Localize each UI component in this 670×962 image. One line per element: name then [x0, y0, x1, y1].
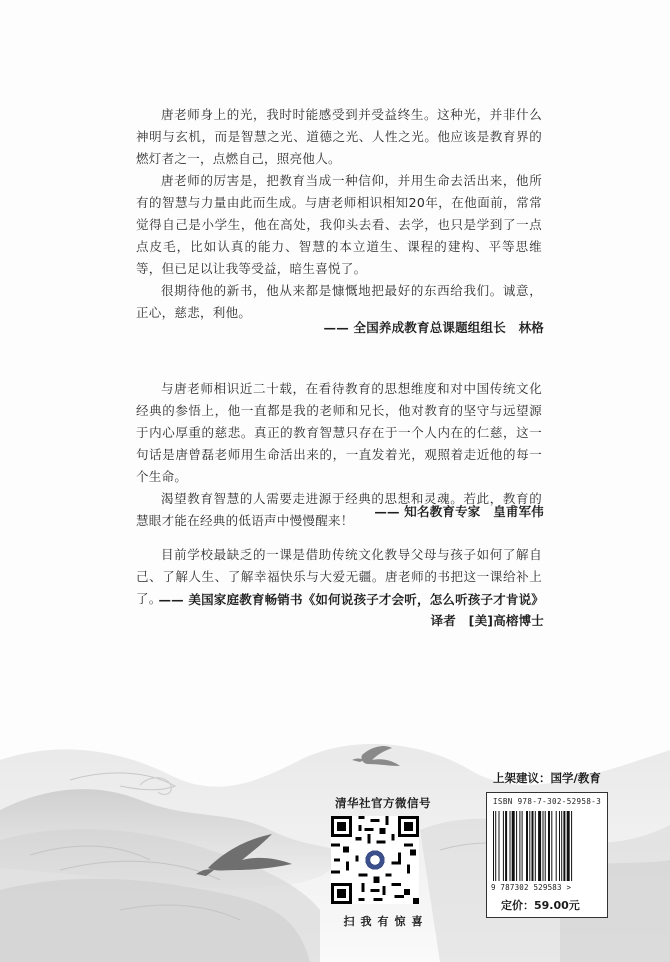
isbn-barcode [493, 811, 601, 881]
review-block-1 [136, 104, 542, 324]
review-3-paragraph-1: 目前学校最缺乏的一课是借助传统文化教导父母与孩子如何了解自己、了解人生、了解幸福快乐与大爱无疆。唐老师的书把这一课给补上了。 [136, 547, 542, 606]
price-label: 定价：59.00元 [501, 899, 580, 912]
review-3-signature: —— 美国家庭教育畅销书《如何说孩子才会听，怎么听孩子才肯说》 [158, 592, 544, 607]
review-1-signature: —— 全国养成教育总课题组组长 林格 [323, 320, 544, 335]
review-1-paragraph-1: 唐老师身上的光，我时时能感受到并受益终生。这种光，并非什么神明与玄机，而是智慧之光、道德之光、人性之光。他应该是教育界的燃灯者之一，点燃自己，照亮他人。 [136, 107, 542, 166]
isbn-label: ISBN 978-7-302-52958-3 [493, 797, 602, 806]
review-1-paragraph-3: 很期待他的新书，他从来都是慷慨地把最好的东西给我们。诚意，正心，慈悲，利他。 [136, 283, 542, 320]
isbn-digits: 9 787302 529583 > [491, 883, 572, 892]
review-3-translator: 译者 [美]高榕博士 [430, 613, 544, 628]
shelf-suggestion: 上架建议：国学/教育 [493, 771, 601, 785]
review-2-paragraph-2: 渴望教育智慧的人需要走进源于经典的思想和灵魂。若此，教育的慧眼才能在经典的低语声中慢慢醒来！ [136, 491, 542, 528]
wechat-qr-block [331, 795, 435, 929]
wechat-qr-slogan: 扫我有惊喜 [343, 915, 429, 928]
wechat-qr-code[interactable] [331, 816, 419, 904]
review-2-paragraph-1: 与唐老师相识近二十载，在看待教育的思想维度和对中国传统文化经典的参悟上，他一直都是我的老师和兄长，他对教育的坚守与远望源于内心厚重的慈悲。真正的教育智慧只存在于一个人内在的仁慈，这一句话是唐曾磊老师用生命活出来的，一直发着光，观照着走近他的每一个生命。 [136, 381, 542, 484]
review-2-signature: —— 知名教育专家 皇甫军伟 [374, 504, 544, 519]
wechat-qr-title: 清华社官方微信号 [335, 796, 431, 810]
review-1-paragraph-2: 唐老师的厉害是，把教育当成一种信仰，并用生命去活出来，他所有的智慧与力量由此而生成。与唐老师相识相知20年，在他面前，常常觉得自己是小学生，他在高处，我仰头去看、去学，也只是学到了一点点皮毛，比如认真的能力、智慧的本立道生、课程的建构、平等思维等，但已足以让我等受益，暗生喜悦了。 [136, 173, 542, 276]
isbn-barcode-box [486, 792, 608, 918]
